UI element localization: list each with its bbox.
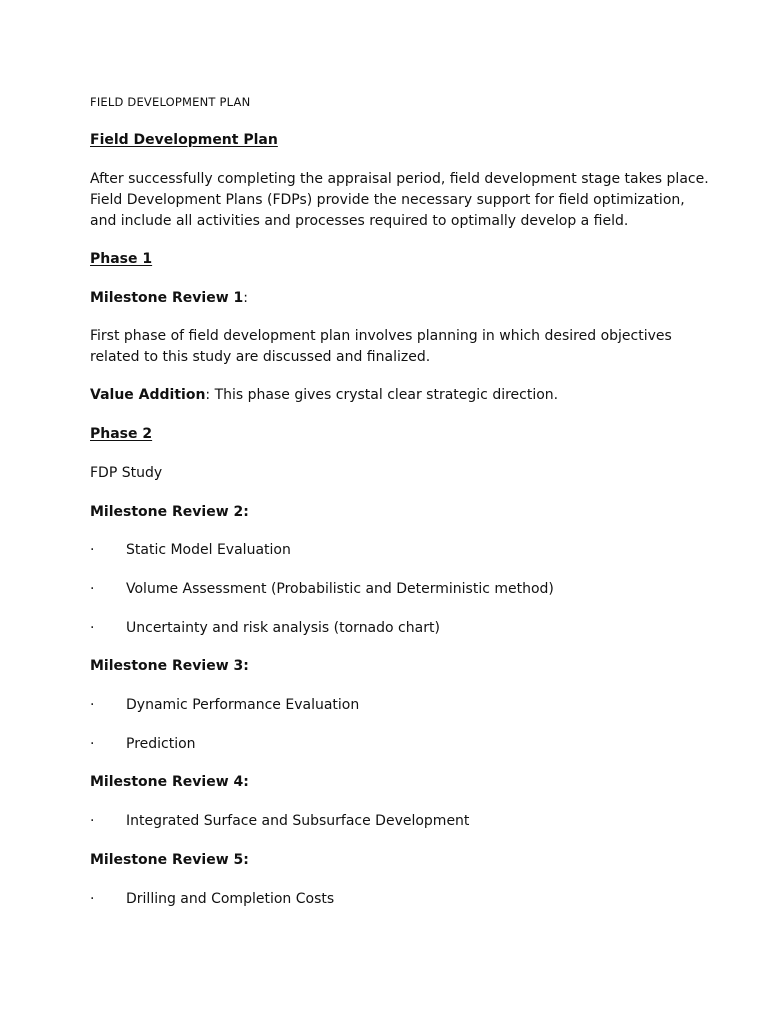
- bullet-icon: ·: [90, 581, 95, 597]
- list-item: Integrated Surface and Subsurface Development: [126, 813, 470, 829]
- intro-line-3: and include all activities and processes required to optimally develop a field.: [90, 213, 629, 229]
- list-item: Drilling and Completion Costs: [126, 891, 335, 907]
- list-item: Uncertainty and risk analysis (tornado chart): [126, 620, 440, 636]
- bullet-icon: ·: [90, 813, 95, 829]
- milestone-review-1: [90, 288, 248, 309]
- document-header: FIELD DEVELOPMENT PLAN: [90, 95, 251, 109]
- milestone-review-1-colon: :: [243, 290, 248, 306]
- intro-line-2: Field Development Plans (FDPs) provide the necessary support for field optimization,: [90, 192, 685, 208]
- bullet-icon: ·: [90, 542, 95, 558]
- bullet-icon: ·: [90, 697, 95, 713]
- bullet-icon: ·: [90, 891, 95, 907]
- value-addition: [90, 385, 558, 406]
- milestone-review-3: Milestone Review 3:: [90, 658, 249, 674]
- list-item: Dynamic Performance Evaluation: [126, 697, 360, 713]
- milestone-review-1-label: Milestone Review 1: [90, 290, 244, 306]
- milestone-review-4: Milestone Review 4:: [90, 774, 249, 790]
- milestone-review-5: Milestone Review 5:: [90, 852, 249, 868]
- phase-2-subtitle: FDP Study: [90, 465, 163, 481]
- phase-1-body-line-2: related to this study are discussed and finalized.: [90, 349, 431, 365]
- list-item: Static Model Evaluation: [126, 542, 291, 558]
- list-item: Prediction: [126, 736, 196, 752]
- bullet-icon: ·: [90, 736, 95, 752]
- intro-line-1: After successfully completing the appraisal period, field development stage takes place.: [90, 171, 709, 187]
- value-addition-label: Value Addition: [90, 387, 206, 403]
- phase-1-body-line-1: First phase of field development plan involves planning in which desired objectives: [90, 328, 672, 344]
- phase-1-heading: Phase 1: [90, 251, 153, 267]
- milestone-review-2: Milestone Review 2:: [90, 504, 249, 520]
- bullet-icon: ·: [90, 620, 95, 636]
- list-item: Volume Assessment (Probabilistic and Deterministic method): [126, 581, 554, 597]
- document-title: Field Development Plan: [90, 132, 278, 148]
- phase-2-heading: Phase 2: [90, 426, 153, 442]
- value-addition-text: : This phase gives crystal clear strategic direction.: [205, 387, 559, 403]
